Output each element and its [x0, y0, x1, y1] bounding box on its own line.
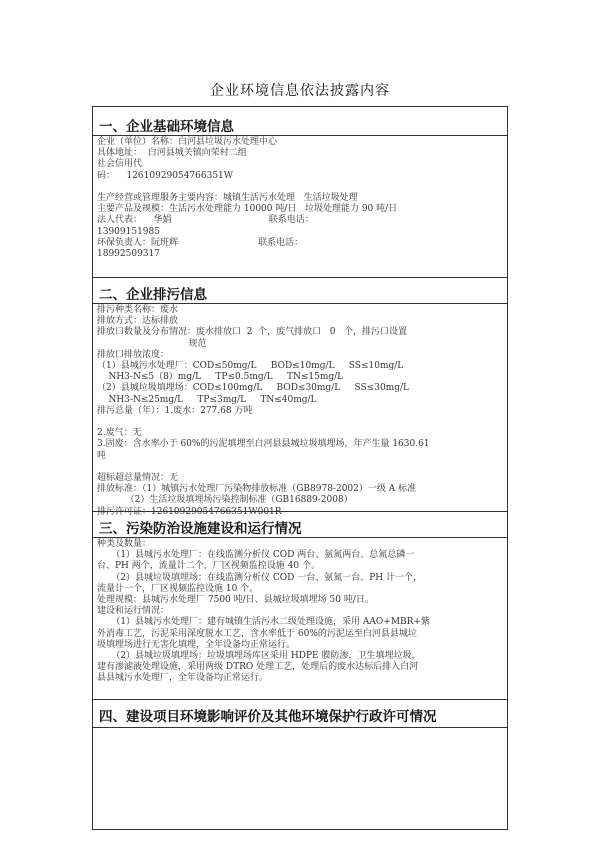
- text-line: 企业（单位）名称：白河县垃圾污水处理中心: [97, 137, 278, 147]
- text-line: （1）县城污水处理厂：建有城镇生活污水二级处理设施，采用 AAO+MBR+紫: [97, 617, 430, 628]
- text-line: 具体地址： 白河县城关镇向荣村二组: [97, 148, 247, 159]
- text-line: 建设和运行情况：: [97, 606, 170, 617]
- text-line: 台、PH 两个，流量计二个，厂区视频监控设施 40 个。: [97, 561, 320, 572]
- text-line: 环保负责人：阮班辉 联系电话：: [97, 237, 304, 248]
- text-line: 排放口排放浓度：: [97, 349, 170, 360]
- text-line: [97, 417, 503, 428]
- text-line: 建有渗滤液处理设施，采用两级 DTRO 处理工艺，处理后的废水达标后排入白河: [97, 662, 419, 673]
- section-body-basic-info: [97, 137, 503, 260]
- text-line: 种类及数量：: [97, 539, 152, 549]
- text-line: （1）县城污水处理厂：在线监测分析仪 COD 两台、氨氮两台、总氮总磷一: [97, 550, 415, 561]
- section-heading-eia-permits: 四、建设项目环境影响评价及其他环境保护行政许可情况: [99, 709, 437, 725]
- text-line: 2.废气：无: [97, 428, 142, 439]
- divider: [93, 511, 507, 512]
- text-line: 超标超总量情况：无: [97, 473, 179, 484]
- text-line: 生产经营或管理服务主要内容：城镇生活污水处理 生活垃圾处理: [97, 193, 358, 204]
- text-line: 3.固废：含水率小于 60%的污泥填埋至白河县县城垃圾填埋场，年产生量 1630.61: [97, 439, 430, 450]
- text-line: （1）县城污水处理厂：COD≤50mg/L BOD≤10mg/L SS≤10mg/L: [97, 361, 404, 372]
- text-line: （2）县城垃圾填埋场：垃圾填埋场库区采用 HDPE 膜防渗，卫生填埋垃圾，: [97, 651, 421, 662]
- text-line: 吨: [97, 450, 107, 461]
- text-line: [97, 182, 503, 193]
- text-line: 处理规模：县城污水处理厂 7500 吨/日、县城垃圾填埋场 50 吨/日。: [97, 595, 374, 606]
- text-line: （2）县城垃圾填埋场：COD≤100mg/L BOD≤30mg/L SS≤30mg/L: [97, 383, 409, 394]
- text-line: 18992509317: [97, 249, 160, 260]
- text-line: （2）县城垃圾填埋场：在线监测分析仪 COD 一台、氨氮一台、PH 计一个，: [97, 572, 423, 583]
- divider: [93, 727, 507, 728]
- text-line: 圾填埋场进行无害化填埋，全年设备均正常运行。: [97, 639, 296, 650]
- text-line: 码： 12610929054766351W: [97, 170, 234, 181]
- text-line: 排污总量（年）：1.废水：277.68 万吨: [97, 405, 253, 416]
- text-line: 排放口数量及分布情况：废水排放口 2 个，废气排放口 0 个，排污口设置: [97, 327, 408, 338]
- text-line: （2）生活垃圾填埋场污染控制标准（GB16889-2008）: [97, 495, 353, 506]
- divider: [93, 277, 507, 278]
- divider: [93, 537, 507, 538]
- section-heading-pollution-control: 三、污染防治设施建设和运行情况: [99, 521, 302, 537]
- divider: [93, 699, 507, 700]
- text-line: 排污种类名称：废水: [97, 305, 179, 315]
- section-heading-emission-info: 二、企业排污信息: [99, 287, 207, 303]
- page-title: 企业环境信息依法披露内容: [210, 83, 390, 99]
- text-line: 主要产品及规模：生活污水处理能力 10000 吨/日 垃圾处理能力 90 吨/日: [97, 204, 398, 215]
- text-line: 排放方式：达标排放: [97, 316, 179, 327]
- text-line: 社会信用代: [97, 159, 143, 170]
- section-body-emission-info: [97, 305, 503, 518]
- text-line: 规范: [97, 338, 207, 349]
- text-line: 13909151985: [97, 226, 160, 237]
- divider: [93, 135, 507, 136]
- text-line: NH3-N≤5（8）mg/L TP≤0.5mg/L TN≤15mg/L: [97, 372, 344, 383]
- text-line: 外消毒工艺，污泥采用深度脱水工艺，含水率低于 60%的污泥运至白河县县城垃: [97, 628, 417, 639]
- disclosure-table: [92, 106, 508, 830]
- text-line: 县县城污水处理厂，全年设备均正常运行。: [97, 673, 269, 684]
- text-line: NH3-N≤25mg/L TP≤3mg/L TN≤40mg/L: [97, 394, 317, 405]
- text-line: 法人代表： 华娟 联系电话：: [97, 215, 314, 226]
- text-line: [97, 462, 503, 473]
- text-line: 排污许可证：12610929054766351W001R: [97, 506, 282, 517]
- section-body-pollution-control: [97, 539, 503, 685]
- divider: [93, 303, 507, 304]
- section-heading-basic-info: 一、企业基础环境信息: [99, 119, 234, 135]
- text-line: 排放标准：（1）城镇污水处理厂污染物排放标准（GB8978-2002）一级 A 标准: [97, 484, 417, 495]
- text-line: 流量计一个，厂区视频监控设施 10 个。: [97, 583, 259, 594]
